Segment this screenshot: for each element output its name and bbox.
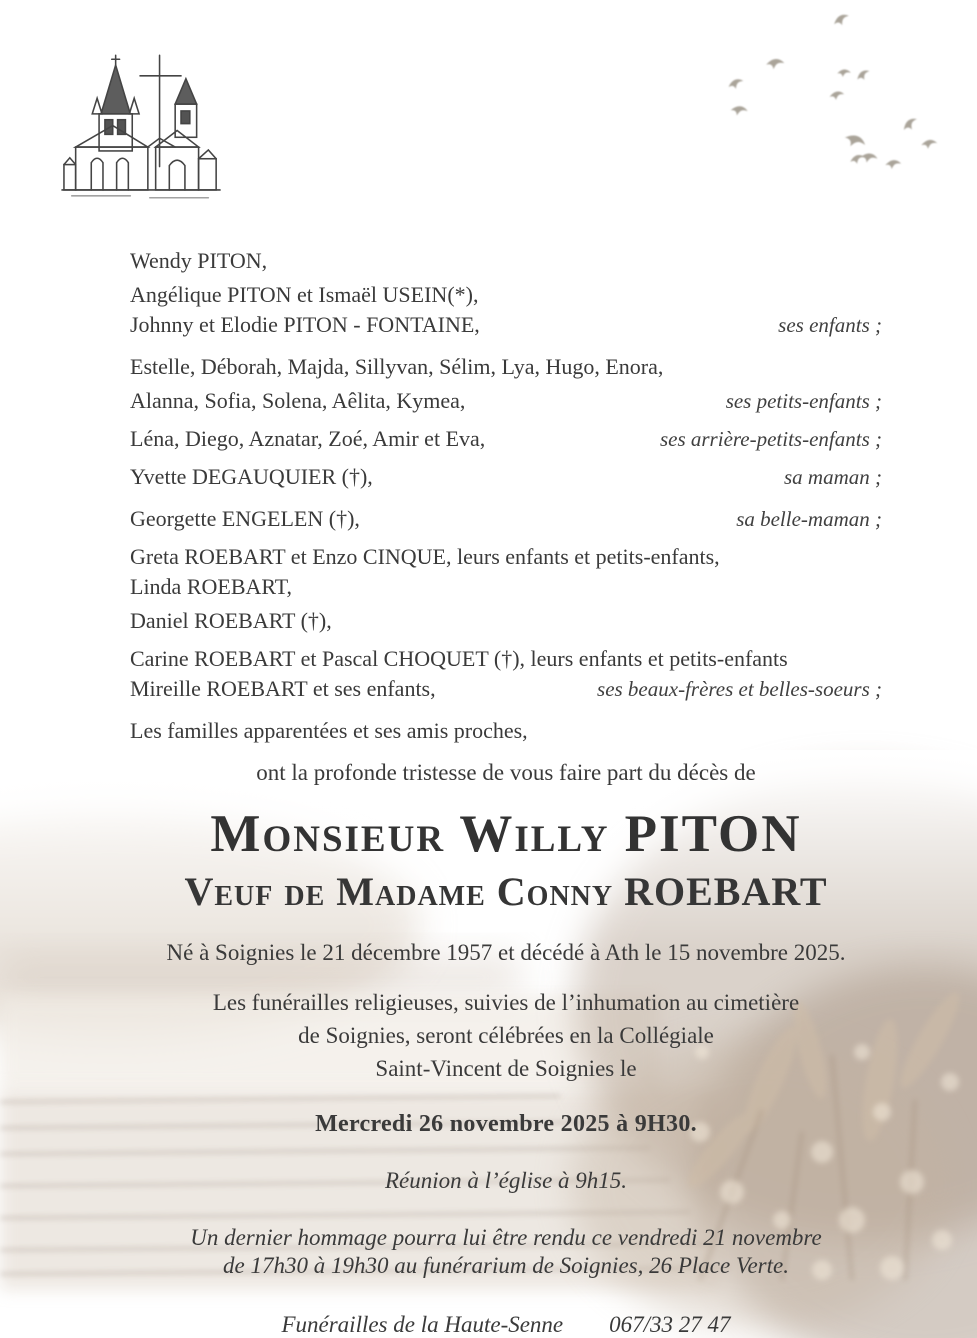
family-row [130, 606, 882, 636]
family-row [130, 674, 882, 704]
funeral-home-name: Funérailles de la Haute-Senne [281, 1312, 564, 1337]
family-names: Les familles apparentées et ses amis proches, [130, 718, 528, 743]
family-row [130, 386, 882, 416]
family-names: Wendy PITON, [130, 248, 268, 273]
church-icon [62, 46, 222, 211]
family-row [130, 280, 882, 310]
funeral-home-footer [130, 1312, 882, 1338]
relation-label: ses beaux-frères et belles-soeurs ; [597, 677, 882, 701]
announcement-body [130, 246, 882, 1338]
family-names: Carine ROEBART et Pascal CHOQUET (†), leurs enfants et petits-enfants [130, 646, 788, 671]
relation-label: sa belle-maman ; [736, 507, 882, 531]
relation-label: ses arrière-petits-enfants ; [659, 427, 882, 451]
ceremony-line: Saint-Vincent de Soignies le [375, 1056, 637, 1081]
family-names: Johnny et Elodie PITON - FONTAINE, [130, 312, 480, 337]
family-names: Yvette DEGAUQUIER (†), [130, 464, 373, 489]
family-names: Daniel ROEBART (†), [130, 608, 332, 633]
ceremony-line: de Soignies, seront célébrées en la Collégiale [298, 1023, 714, 1048]
ceremony-line: Les funérailles religieuses, suivies de l’inhumation au cimetière [212, 990, 800, 1015]
announcement-sentence: ont la profonde tristesse de vous faire part du décès de [256, 760, 756, 785]
family-names: Angélique PITON et Ismaël USEIN(*), [130, 282, 479, 307]
ceremony-details [130, 986, 882, 1085]
relation-label: ses petits-enfants ; [725, 389, 882, 413]
family-row [130, 542, 882, 572]
family-names: Mireille ROEBART et ses enfants, [130, 676, 436, 701]
family-names: Greta ROEBART et Enzo CINQUE, leurs enfants et petits-enfants, [130, 544, 720, 569]
family-row [130, 246, 882, 276]
relation-label: ses enfants ; [778, 313, 882, 337]
ceremony-date: Mercredi 26 novembre 2025 à 9H30. [315, 1111, 697, 1137]
deceased-name: Monsieur Willy PITON [210, 805, 802, 863]
family-row [130, 716, 882, 746]
family-row [130, 504, 882, 534]
tribute-line: de 17h30 à 19h30 au funérarium de Soignies, 26 Place Verte. [223, 1253, 789, 1278]
family-row [130, 644, 882, 674]
last-tribute-notice [130, 1224, 882, 1280]
family-row [130, 462, 882, 492]
family-names: Linda ROEBART, [130, 574, 293, 599]
church-meeting-time: Réunion à l’église à 9h15. [384, 1168, 628, 1193]
funeral-home-phone: 067/33 27 47 [609, 1312, 731, 1337]
life-dates: Né à Soignies le 21 décembre 1957 et décédé à Ath le 15 novembre 2025. [166, 940, 846, 965]
family-names: Estelle, Déborah, Majda, Sillyvan, Sélim, Lya, Hugo, Enora, [130, 354, 664, 379]
flying-birds-icon [690, 8, 960, 188]
family-names: Georgette ENGELEN (†), [130, 506, 360, 531]
family-row [130, 310, 882, 340]
family-names: Alanna, Sofia, Solena, Aêlita, Kymea, [130, 388, 466, 413]
deceased-status: Veuf de Madame Conny ROEBART [184, 869, 828, 914]
relation-label: sa maman ; [784, 465, 882, 489]
family-names: Léna, Diego, Aznatar, Zoé, Amir et Eva, [130, 426, 486, 451]
tribute-line: Un dernier hommage pourra lui être rendu ce vendredi 21 novembre [190, 1225, 822, 1250]
family-row [130, 352, 882, 382]
family-row [130, 572, 882, 602]
family-row [130, 424, 882, 454]
